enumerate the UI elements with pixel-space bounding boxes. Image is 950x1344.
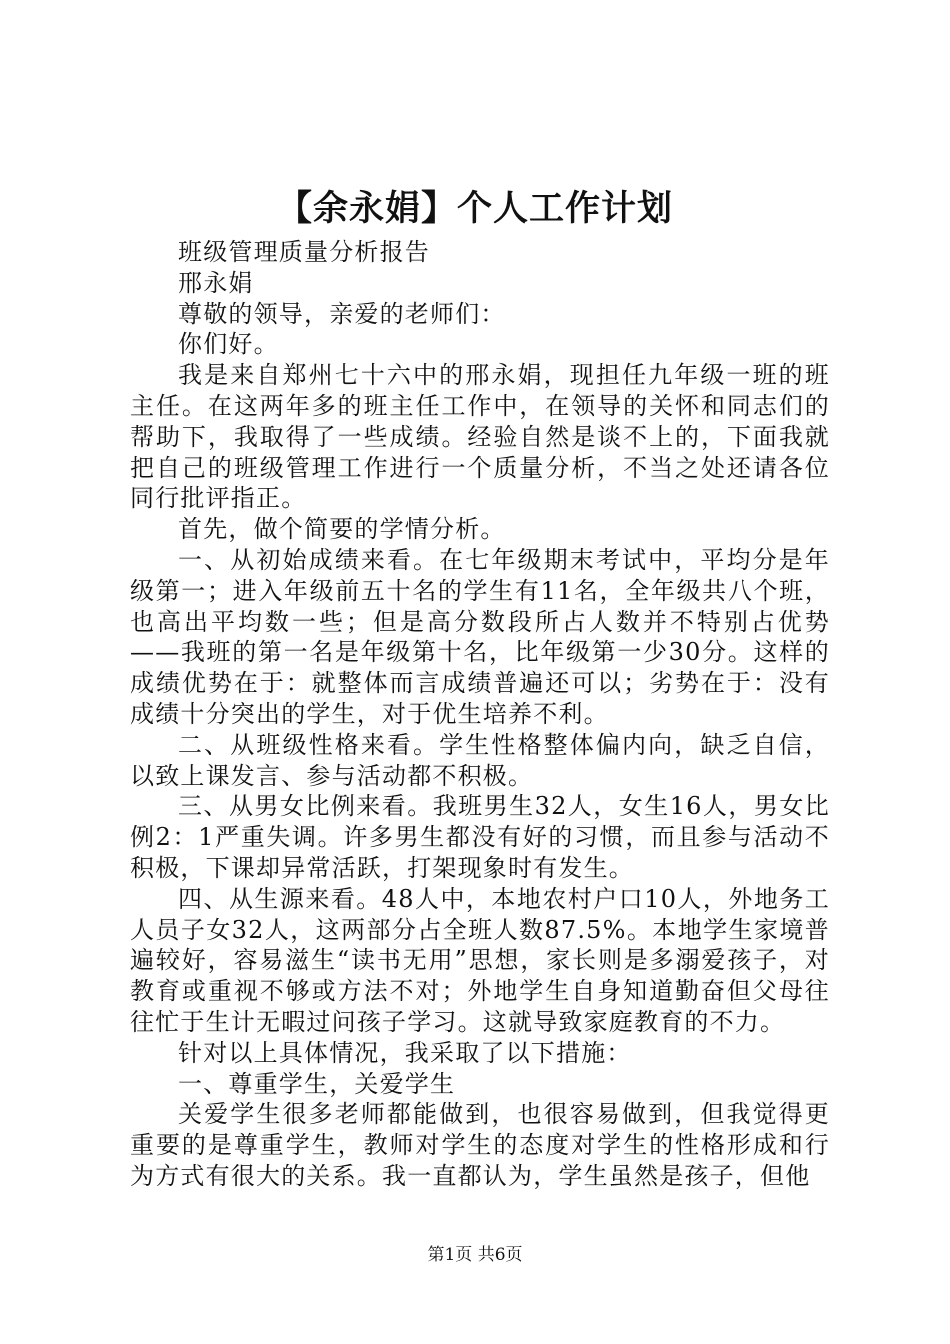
paragraph: 尊敬的领导，亲爱的老师们： (178, 299, 506, 328)
paragraph: 四、从生源来看。48人中，本地农村户口10人，外地务工人员子女32人，这两部分占全班人数87.5%。本地学生家境普遍较好，容易滋生“读书无用”思想，家长则是多溺爱孩子，对教育或重视不够或方法不对；外地学生自身知道勤奋但父母往往忙于生计无暇过问孩子学习。这就导致家庭教育的不力。 (130, 884, 830, 1036)
page-number: 第1页 共6页 (427, 1245, 523, 1265)
paragraph: 班级管理质量分析报告 (178, 238, 430, 266)
document-title: 【余永娟】个人工作计划 (276, 188, 673, 229)
paragraph: 邢永娟 (178, 268, 254, 297)
paragraph: 我是来自郑州七十六中的邢永娟，现担任九年级一班的班主任。在这两年多的班主任工作中，在领导的关怀和同志们的帮助下，我取得了一些成绩。经验自然是谈不上的，下面我就把自己的班级管理工作进行一个质量分析，不当之处还请各位同行批评指正。 (130, 361, 830, 513)
paragraph: 针对以上具体情况，我采取了以下措施： (178, 1038, 632, 1067)
paragraph: 二、从班级性格来看。学生性格整体偏内向，缺乏自信，以致上课发言、参与活动都不积极。 (130, 730, 830, 790)
paragraph: 你们好。 (178, 330, 279, 359)
paragraph: 一、尊重学生，关爱学生 (178, 1069, 456, 1098)
paragraph: 三、从男女比例来看。我班男生32人，女生16人，男女比例2：1严重失调。许多男生都没有好的习惯，而且参与活动不积极，下课却异常活跃，打架现象时有发生。 (130, 792, 830, 882)
paragraph: 一、从初始成绩来看。在七年级期末考试中，平均分是年级第一；进入年级前五十名的学生有11名，全年级共八个班，也高出平均数一些；但是高分数段所占人数并不特别占优势——我班的第一名是年级第十名，比年级第一少30分。这样的成绩优势在于：就整体而言成绩普遍还可以；劣势在于：没有成绩十分突出的学生，对于优生培养不利。 (130, 545, 830, 728)
paragraph: 关爱学生很多老师都能做到，也很容易做到，但我觉得更重要的是尊重学生，教师对学生的态度对学生的性格形成和行为方式有很大的关系。我一直都认为，学生虽然是孩子，但他 (130, 1100, 830, 1190)
document-body (130, 237, 830, 1192)
paragraph: 首先，做个简要的学情分析。 (178, 515, 506, 544)
